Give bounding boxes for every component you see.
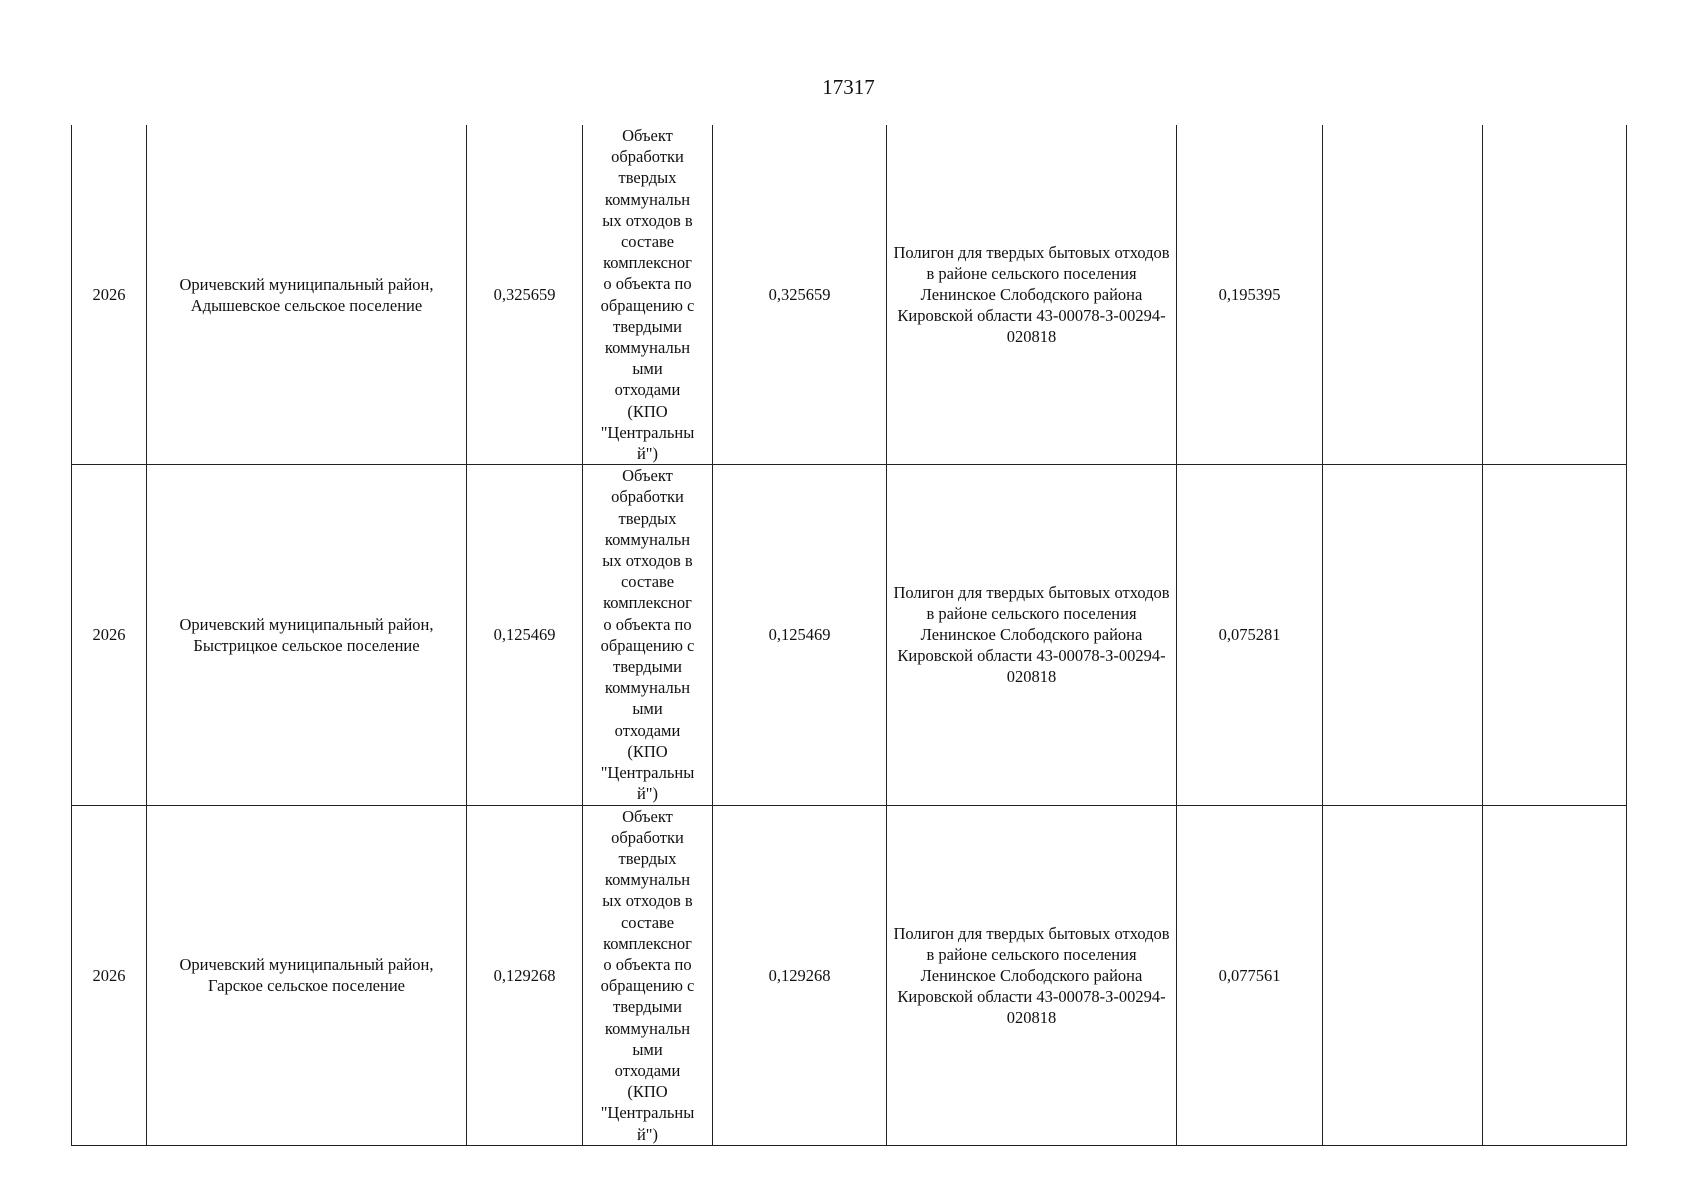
year-cell: 2026 (72, 805, 147, 1145)
year-cell: 2026 (72, 125, 147, 465)
table-row (72, 465, 1627, 805)
mass-formed-cell: 0,325659 (467, 125, 583, 465)
page-number: 17317 (822, 75, 875, 99)
facility-line: обработки (611, 147, 684, 167)
municipality-cell: Оричевский муниципальный район, Быстрицкое сельское поселение (147, 465, 467, 805)
facility-line: о объекта по (603, 954, 692, 974)
disposal-site-cell: Полигон для твердых бытовых отходов в районе сельского поселения Ленинское Слободского района Кировской области 43-00078-З-00294-020818 (887, 465, 1177, 805)
empty-cell (1323, 805, 1483, 1145)
facility-line: комплексног (603, 253, 692, 273)
table-row (72, 125, 1627, 465)
facility-line: о объекта по (603, 614, 692, 634)
facility-line: комплексног (603, 933, 692, 953)
mass-disposed-cell: 0,077561 (1177, 805, 1323, 1145)
empty-cell (1323, 465, 1483, 805)
facility-line: твердыми (612, 316, 682, 336)
table-row (72, 805, 1627, 1145)
mass-transferred-cell: 0,325659 (713, 125, 887, 465)
mass-transferred-cell: 0,125469 (713, 465, 887, 805)
facility-line: составе (620, 572, 675, 592)
facility-line: Объект (622, 466, 673, 486)
facility-line: комплексног (603, 593, 692, 613)
facility-line: й") (636, 1124, 659, 1144)
data-table (71, 125, 1627, 1146)
empty-cell (1483, 465, 1627, 805)
facility-line: ых отходов в (602, 891, 693, 911)
facility-line: коммунальн (604, 1018, 691, 1038)
year-cell: 2026 (72, 465, 147, 805)
facility-line: ыми (632, 359, 663, 379)
facility-line: отходами (614, 380, 681, 400)
facility-line: твердыми (612, 657, 682, 677)
mass-formed-cell: 0,129268 (467, 805, 583, 1145)
facility-cell (583, 465, 713, 805)
facility-line: твердых (618, 848, 677, 868)
empty-cell (1483, 805, 1627, 1145)
disposal-site-cell: Полигон для твердых бытовых отходов в районе сельского поселения Ленинское Слободского района Кировской области 43-00078-З-00294-020818 (887, 125, 1177, 465)
facility-cell (583, 805, 713, 1145)
facility-line: й") (636, 784, 659, 804)
facility-line: (КПО (627, 741, 668, 761)
facility-line: "Центральны (600, 1103, 695, 1123)
municipality-cell: Оричевский муниципальный район, Гарское сельское поселение (147, 805, 467, 1145)
facility-line: отходами (614, 1060, 681, 1080)
facility-line: "Центральны (600, 763, 695, 783)
facility-line: Объект (622, 806, 673, 826)
facility-line: составе (620, 232, 675, 252)
facility-line: составе (620, 912, 675, 932)
facility-line: (КПО (627, 1082, 668, 1102)
facility-line: (КПО (627, 401, 668, 421)
facility-line: коммунальн (604, 529, 691, 549)
mass-disposed-cell: 0,195395 (1177, 125, 1323, 465)
mass-transferred-cell: 0,129268 (713, 805, 887, 1145)
facility-line: коммунальн (604, 189, 691, 209)
facility-line: твердых (618, 168, 677, 188)
facility-line: твердых (618, 508, 677, 528)
facility-line: обработки (611, 827, 684, 847)
disposal-site-cell: Полигон для твердых бытовых отходов в районе сельского поселения Ленинское Слободского района Кировской области 43-00078-З-00294-020818 (887, 805, 1177, 1145)
facility-line: коммунальн (604, 870, 691, 890)
facility-line: обращению с (600, 976, 695, 996)
facility-line: Объект (622, 126, 673, 145)
facility-line: коммунальн (604, 678, 691, 698)
mass-disposed-cell: 0,075281 (1177, 465, 1323, 805)
facility-cell (583, 125, 713, 465)
facility-line: о объекта по (603, 274, 692, 294)
municipality-cell: Оричевский муниципальный район, Адышевское сельское поселение (147, 125, 467, 465)
facility-line: ыми (632, 699, 663, 719)
empty-cell (1323, 125, 1483, 465)
facility-line: ых отходов в (602, 551, 693, 571)
facility-line: ых отходов в (602, 210, 693, 230)
facility-line: отходами (614, 720, 681, 740)
mass-formed-cell: 0,125469 (467, 465, 583, 805)
facility-line: ыми (632, 1039, 663, 1059)
table-body (72, 125, 1627, 1145)
facility-line: й") (636, 444, 659, 464)
facility-line: твердыми (612, 997, 682, 1017)
facility-line: коммунальн (604, 338, 691, 358)
facility-line: обращению с (600, 295, 695, 315)
facility-line: обработки (611, 487, 684, 507)
empty-cell (1483, 125, 1627, 465)
facility-line: обращению с (600, 635, 695, 655)
facility-line: "Центральны (600, 422, 695, 442)
